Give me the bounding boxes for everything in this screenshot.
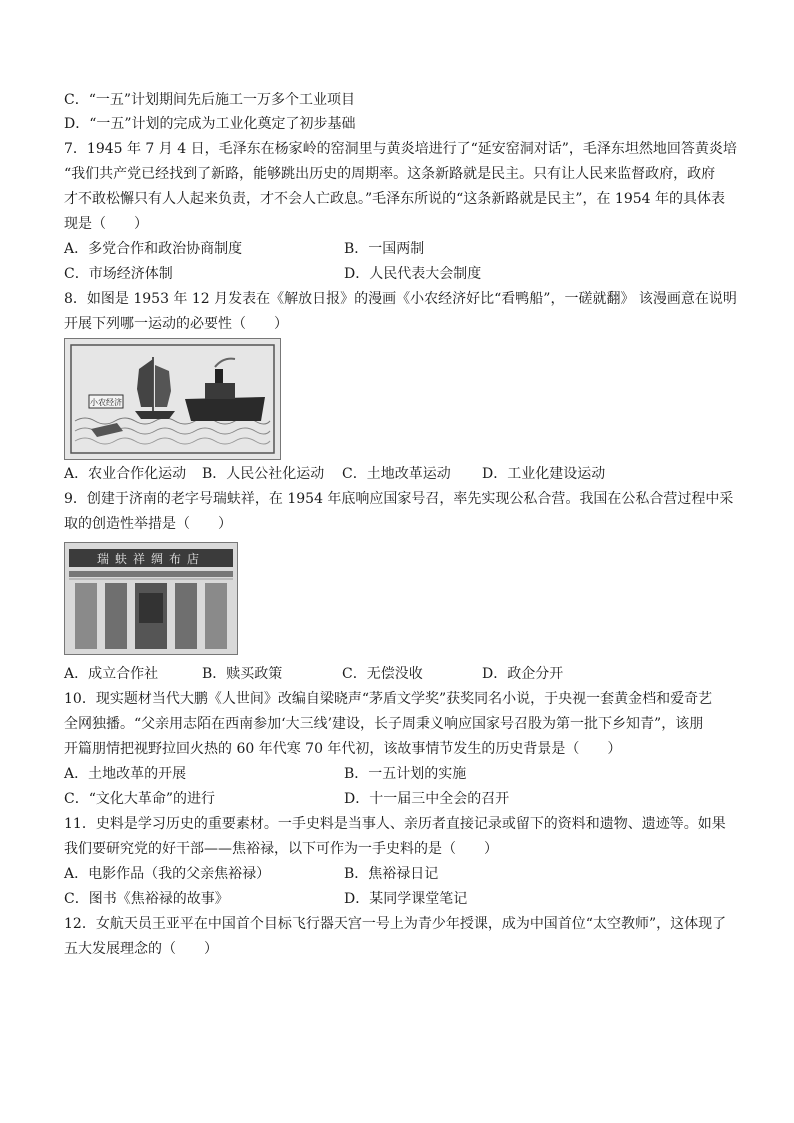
- q11-option-b: B．焦裕禄日记: [344, 866, 439, 882]
- q9-option-d: D．政企分开: [482, 666, 564, 682]
- q7-stem-line3: 才不敢松懈只有人人起来负责，才不会人亡政息。”毛泽东所说的“这条新路就是民主”，在 1954 年的具体表: [64, 191, 725, 207]
- q7-stem-line1: 7．1945 年 7 月 4 日，毛泽东在杨家岭的窑洞里与黄炎培进行了“延安窑洞对话”，毛泽东坦然地回答黄炎培: [64, 141, 737, 157]
- q8-option-c: C．土地改革运动: [342, 466, 451, 482]
- q9-option-b: B．赎买政策: [202, 666, 283, 682]
- q8-stem-line1: 8．如图是 1953 年 12 月发表在《解放日报》的漫画《小农经济好比“看鸭船”，一磋就翻》 该漫画意在说明: [64, 291, 737, 307]
- q8-stem-line2: 开展下列哪一运动的必要性（ ）: [64, 316, 288, 332]
- q10-stem-line3: 开篇朋情把视野拉回火热的 60 年代寒 70 年代初，该故事情节发生的历史背景是（ ）: [64, 741, 622, 757]
- cartoon-image: [64, 338, 281, 460]
- q7-option-b: B．一国两制: [344, 241, 425, 257]
- q11-option-c: C．图书《焦裕禄的故事》: [64, 891, 229, 907]
- q11-option-a: A．电影作品（我的父亲焦裕禄）: [64, 866, 271, 882]
- q12-stem-line1: 12．女航天员王亚平在中国首个目标飞行器天宫一号上为青少年授课，成为中国首位“太空教师”，这体现了: [64, 916, 727, 932]
- q11-stem-line1: 11．史料是学习历史的重要素材。一手史料是当事人、亲历者直接记录或留下的资料和遗物、遗迹等。如果: [64, 816, 726, 832]
- q10-option-a: A．土地改革的开展: [64, 766, 187, 782]
- q6-option-c: C．“一五”计划期间先后施工一万多个工业项目: [64, 92, 356, 108]
- q10-stem-line1: 10．现实题材当代大鹏《人世间》改编自梁晓声“茅盾文学奖”获奖同名小说，于央视一套黄金档和爱奇艺: [64, 691, 713, 707]
- q7-stem-line2: “我们共产党已经找到了新路，能够跳出历史的周期率。这条新路就是民主。只有让人民来监督政府，政府: [64, 166, 716, 182]
- q8-option-b: B．人民公社化运动: [202, 466, 325, 482]
- q7-option-d: D．人民代表大会制度: [344, 266, 482, 282]
- q10-option-d: D．十一届三中全会的召开: [344, 791, 510, 807]
- store-illustration: [65, 543, 237, 654]
- q6-option-d: D．“一五”计划的完成为工业化奠定了初步基础: [64, 116, 356, 132]
- q11-stem-line2: 我们要研究党的好干部——焦裕禄，以下可作为一手史料的是（ ）: [64, 841, 498, 857]
- q8-option-d: D．工业化建设运动: [482, 466, 606, 482]
- q11-option-d: D．某同学课堂笔记: [344, 891, 468, 907]
- q10-option-b: B．一五计划的实施: [344, 766, 467, 782]
- q9-option-a: A．成立合作社: [64, 666, 159, 682]
- q9-stem-line1: 9．创建于济南的老字号瑞蚨祥，在 1954 年底响应国家号召，率先实现公私合营。我国在公私合营过程中采: [64, 491, 734, 507]
- cartoon-label: 小农经济: [90, 398, 122, 407]
- q7-stem-line4: 现是（ ）: [64, 216, 148, 232]
- store-sign-text: 瑞蚨祥绸布店: [96, 552, 206, 566]
- q8-option-a: A．农业合作化运动: [64, 466, 187, 482]
- store-photo: [64, 542, 238, 655]
- cartoon-illustration: [65, 339, 280, 459]
- q10-stem-line2: 全网独播。“父亲用志陌在西南参加‘大三线’建设，长子周秉义响应国家号召股为第一批下乡知青”，该朋: [64, 716, 704, 732]
- q9-stem-line2: 取的创造性举措是（ ）: [64, 516, 232, 532]
- q12-stem-line2: 五大发展理念的（ ）: [64, 941, 218, 957]
- q9-option-c: C．无偿没收: [342, 666, 423, 682]
- q10-option-c: C．“文化大革命”的进行: [64, 791, 216, 807]
- q7-option-a: A．多党合作和政治协商制度: [64, 241, 243, 257]
- q7-option-c: C．市场经济体制: [64, 266, 173, 282]
